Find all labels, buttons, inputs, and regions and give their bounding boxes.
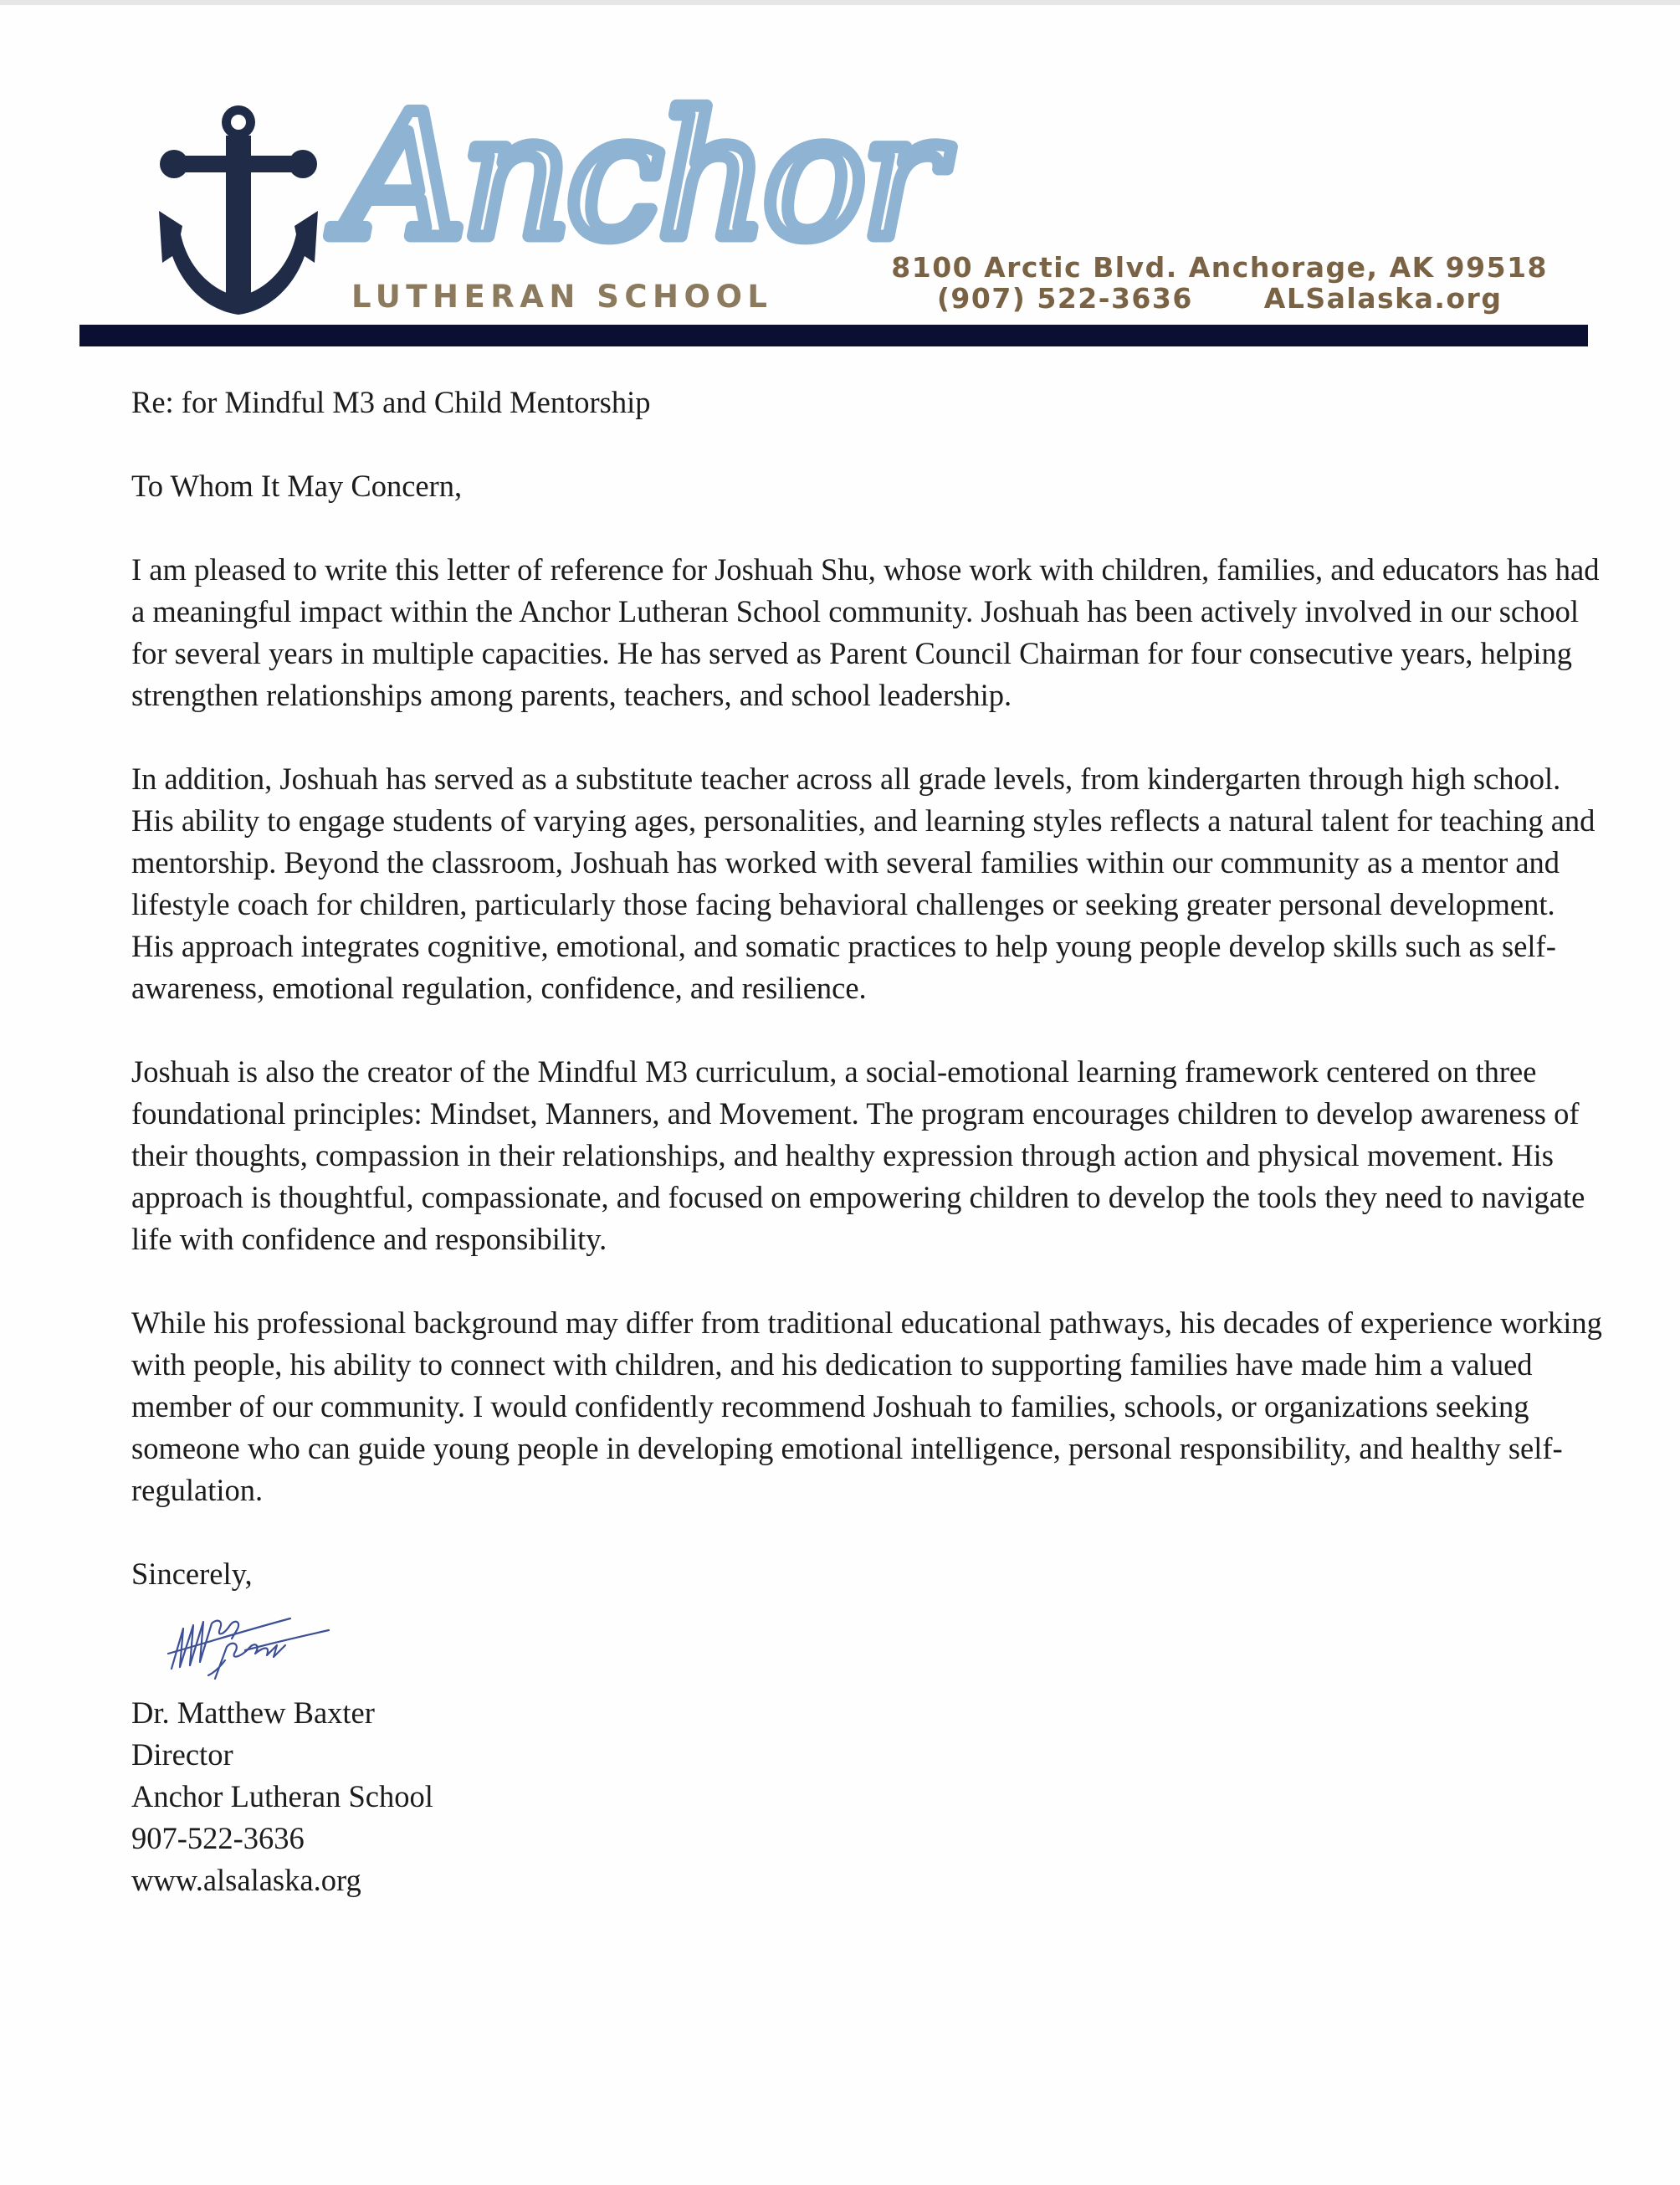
letter-paragraph-3: Joshuah is also the creator of the Mindful M3 curriculum, a social-emotional learning framework centered on three foundational principles: Mindset, Manners, and Movement. The program encourages children to develop awareness of their thoughts, compassion in their relationships, and healthy expression through action and physical movement. His approach is thoughtful, compassionate, and focused on empowering children to develop the tools they need to navigate life with confidence and responsibility.	[131, 1054, 1585, 1256]
anchor-script-word: Anchor	[342, 78, 939, 277]
letter-closing: Sincerely,	[131, 1557, 253, 1591]
letter-paragraph-4: While his professional background may differ from traditional educational pathways, his decades of experience working with people, his ability to connect with children, and his dedication to supporting families have made him a valued member of our community. I would confidently recommend Joshuah to families, schools, or organizations seeking someone who can guide young people in developing emotional intelligence, personal responsibility, and healthy self-regulation.	[131, 1305, 1602, 1507]
letterhead-contact	[891, 252, 1548, 314]
anchor-script-wordmark	[339, 78, 939, 278]
letterhead-contact-row	[891, 283, 1548, 314]
letter-paragraph-2: In addition, Joshuah has served as a substitute teacher across all grade levels, from kindergarten through high school. His ability to engage students of varying ages, personalities, and learning styles reflects a natural talent for teaching and mentorship. Beyond the classroom, Joshuah has worked with several families within our community as a mentor and lifestyle coach for children, particularly those facing behavioral challenges or seeking greater personal development. His approach integrates cognitive, emotional, and somatic practices to help young people develop skills such as self-awareness, emotional regulation, confidence, and resilience.	[131, 762, 1595, 1005]
letter-subject: Re: for Mindful M3 and Child Mentorship	[131, 385, 651, 419]
signer-title: Director	[131, 1737, 233, 1772]
letterhead-website: ALSalaska.org	[1263, 282, 1503, 315]
signer-phone: 907-522-3636	[131, 1821, 305, 1855]
signer-website: www.alsalaska.org	[131, 1863, 361, 1897]
letter-paragraph-1: I am pleased to write this letter of reference for Joshuah Shu, whose work with children, families, and educators has had a meaningful impact within the Anchor Lutheran School community. Joshuah has been actively involved in our school for several years in multiple capacities. He has served as Parent Council Chairman for four consecutive years, helping strengthen relationships among parents, teachers, and school leadership.	[131, 552, 1600, 712]
signer-name: Dr. Matthew Baxter	[131, 1695, 375, 1730]
letterhead-address: 8100 Arctic Blvd. Anchorage, AK 99518	[891, 251, 1548, 284]
letterhead-divider	[79, 325, 1588, 346]
signer-block	[131, 1692, 1604, 1901]
letterhead-phone: (907) 522-3636	[936, 282, 1193, 315]
anchor-logo-icon	[149, 104, 328, 315]
signer-organization: Anchor Lutheran School	[131, 1779, 433, 1813]
signature-image	[165, 1595, 332, 1687]
letter-body	[131, 382, 1604, 1901]
letter-salutation: To Whom It May Concern,	[131, 469, 463, 503]
logo-subtitle: LUTHERAN SCHOOL	[351, 279, 773, 315]
